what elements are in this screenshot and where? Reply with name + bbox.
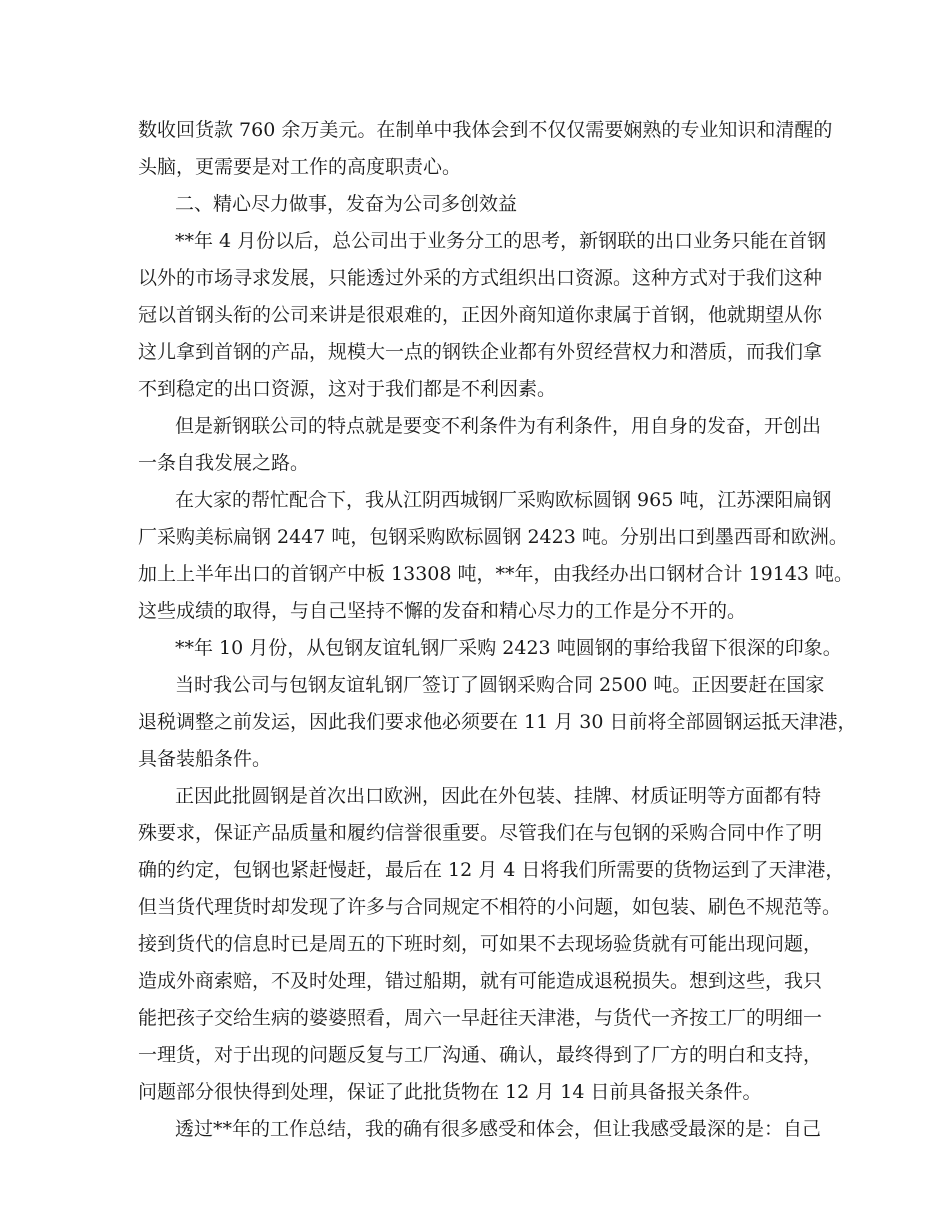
text-line: 退税调整之前发运，因此我们要求他必须要在 11 月 30 日前将全部圆钢运抵天津港， bbox=[138, 711, 857, 733]
text-line: 以外的市场寻求发展，只能透过外采的方式组织出口资源。这种方式对于我们这种 bbox=[138, 267, 823, 289]
text-line: 一条自我发展之路。 bbox=[138, 452, 310, 474]
text-line: 透过**年的工作总结，我的确有很多感受和体会，但让我感受最深的是：自己 bbox=[175, 1118, 822, 1140]
text-line: 确的约定，包钢也紧赶慢赶，最后在 12 月 4 日将我们所需要的货物运到了天津港， bbox=[138, 859, 845, 881]
text-line: 但当货代理货时却发现了许多与合同规定不相符的小问题，如包装、刷色不规范等。 bbox=[138, 896, 842, 918]
text-line: 但是新钢联公司的特点就是要变不利条件为有利条件，用自身的发奋，开创出 bbox=[175, 415, 822, 437]
text-line: 殊要求，保证产品质量和履约信誉很重要。尽管我们在与包钢的采购合同中作了明 bbox=[138, 822, 823, 844]
text-line: 加上上半年出口的首钢产中板 13308 吨，**年，由我经办出口钢材合计 19143 吨。 bbox=[138, 563, 854, 585]
text-line: 具备装船条件。 bbox=[138, 748, 272, 770]
text-line: **年 4 月份以后，总公司出于业务分工的思考，新钢联的出口业务只能在首钢 bbox=[175, 230, 827, 252]
text-line: 不到稳定的出口资源，这对于我们都是不利因素。 bbox=[138, 378, 557, 400]
text-line: 这儿拿到首钢的产品，规模大一点的钢铁企业都有外贸经营权力和潜质，而我们拿 bbox=[138, 341, 823, 363]
text-line: 这些成绩的取得，与自己坚持不懈的发奋和精心尽力的工作是分不开的。 bbox=[138, 600, 747, 622]
text-line: 冠以首钢头衔的公司来讲是很艰难的，正因外商知道你隶属于首钢，他就期望从你 bbox=[138, 304, 823, 326]
text-line: 造成外商索赔，不及时处理，错过船期，就有可能造成退税损失。想到这些，我只 bbox=[138, 970, 823, 992]
text-line: 正因此批圆钢是首次出口欧洲，因此在外包装、挂牌、材质证明等方面都有特 bbox=[175, 785, 822, 807]
text-line: 接到货代的信息时已是周五的下班时刻，可如果不去现场验货就有可能出现问题， bbox=[138, 933, 823, 955]
text-line: 一理货，对于出现的问题反复与工厂沟通、确认，最终得到了厂方的明白和支持， bbox=[138, 1044, 823, 1066]
text-line: **年 10 月份，从包钢友谊轧钢厂采购 2423 吨圆钢的事给我留下很深的印象。 bbox=[175, 637, 842, 659]
text-line: 当时我公司与包钢友谊轧钢厂签订了圆钢采购合同 2500 吨。正因要赶在国家 bbox=[175, 674, 825, 696]
text-line: 能把孩子交给生病的婆婆照看，周六一早赶往天津港，与货代一齐按工厂的明细一 bbox=[138, 1007, 823, 1029]
text-line: 数收回货款 760 余万美元。在制单中我体会到不仅仅需要娴熟的专业知识和清醒的 bbox=[138, 119, 833, 141]
text-line: 头脑，更需要是对工作的高度职责心。 bbox=[138, 156, 462, 178]
text-line: 在大家的帮忙配合下，我从江阴西城钢厂采购欧标圆钢 965 吨，江苏溧阳扁钢 bbox=[175, 489, 832, 511]
text-line: 厂采购美标扁钢 2447 吨，包钢采购欧标圆钢 2423 吨。分别出口到墨西哥和欧洲。 bbox=[138, 526, 848, 548]
text-line: 问题部分很快得到处理，保证了此批货物在 12 月 14 日前具备报关条件。 bbox=[138, 1081, 762, 1103]
section-heading: 二、精心尽力做事，发奋为公司多创效益 bbox=[175, 193, 518, 215]
